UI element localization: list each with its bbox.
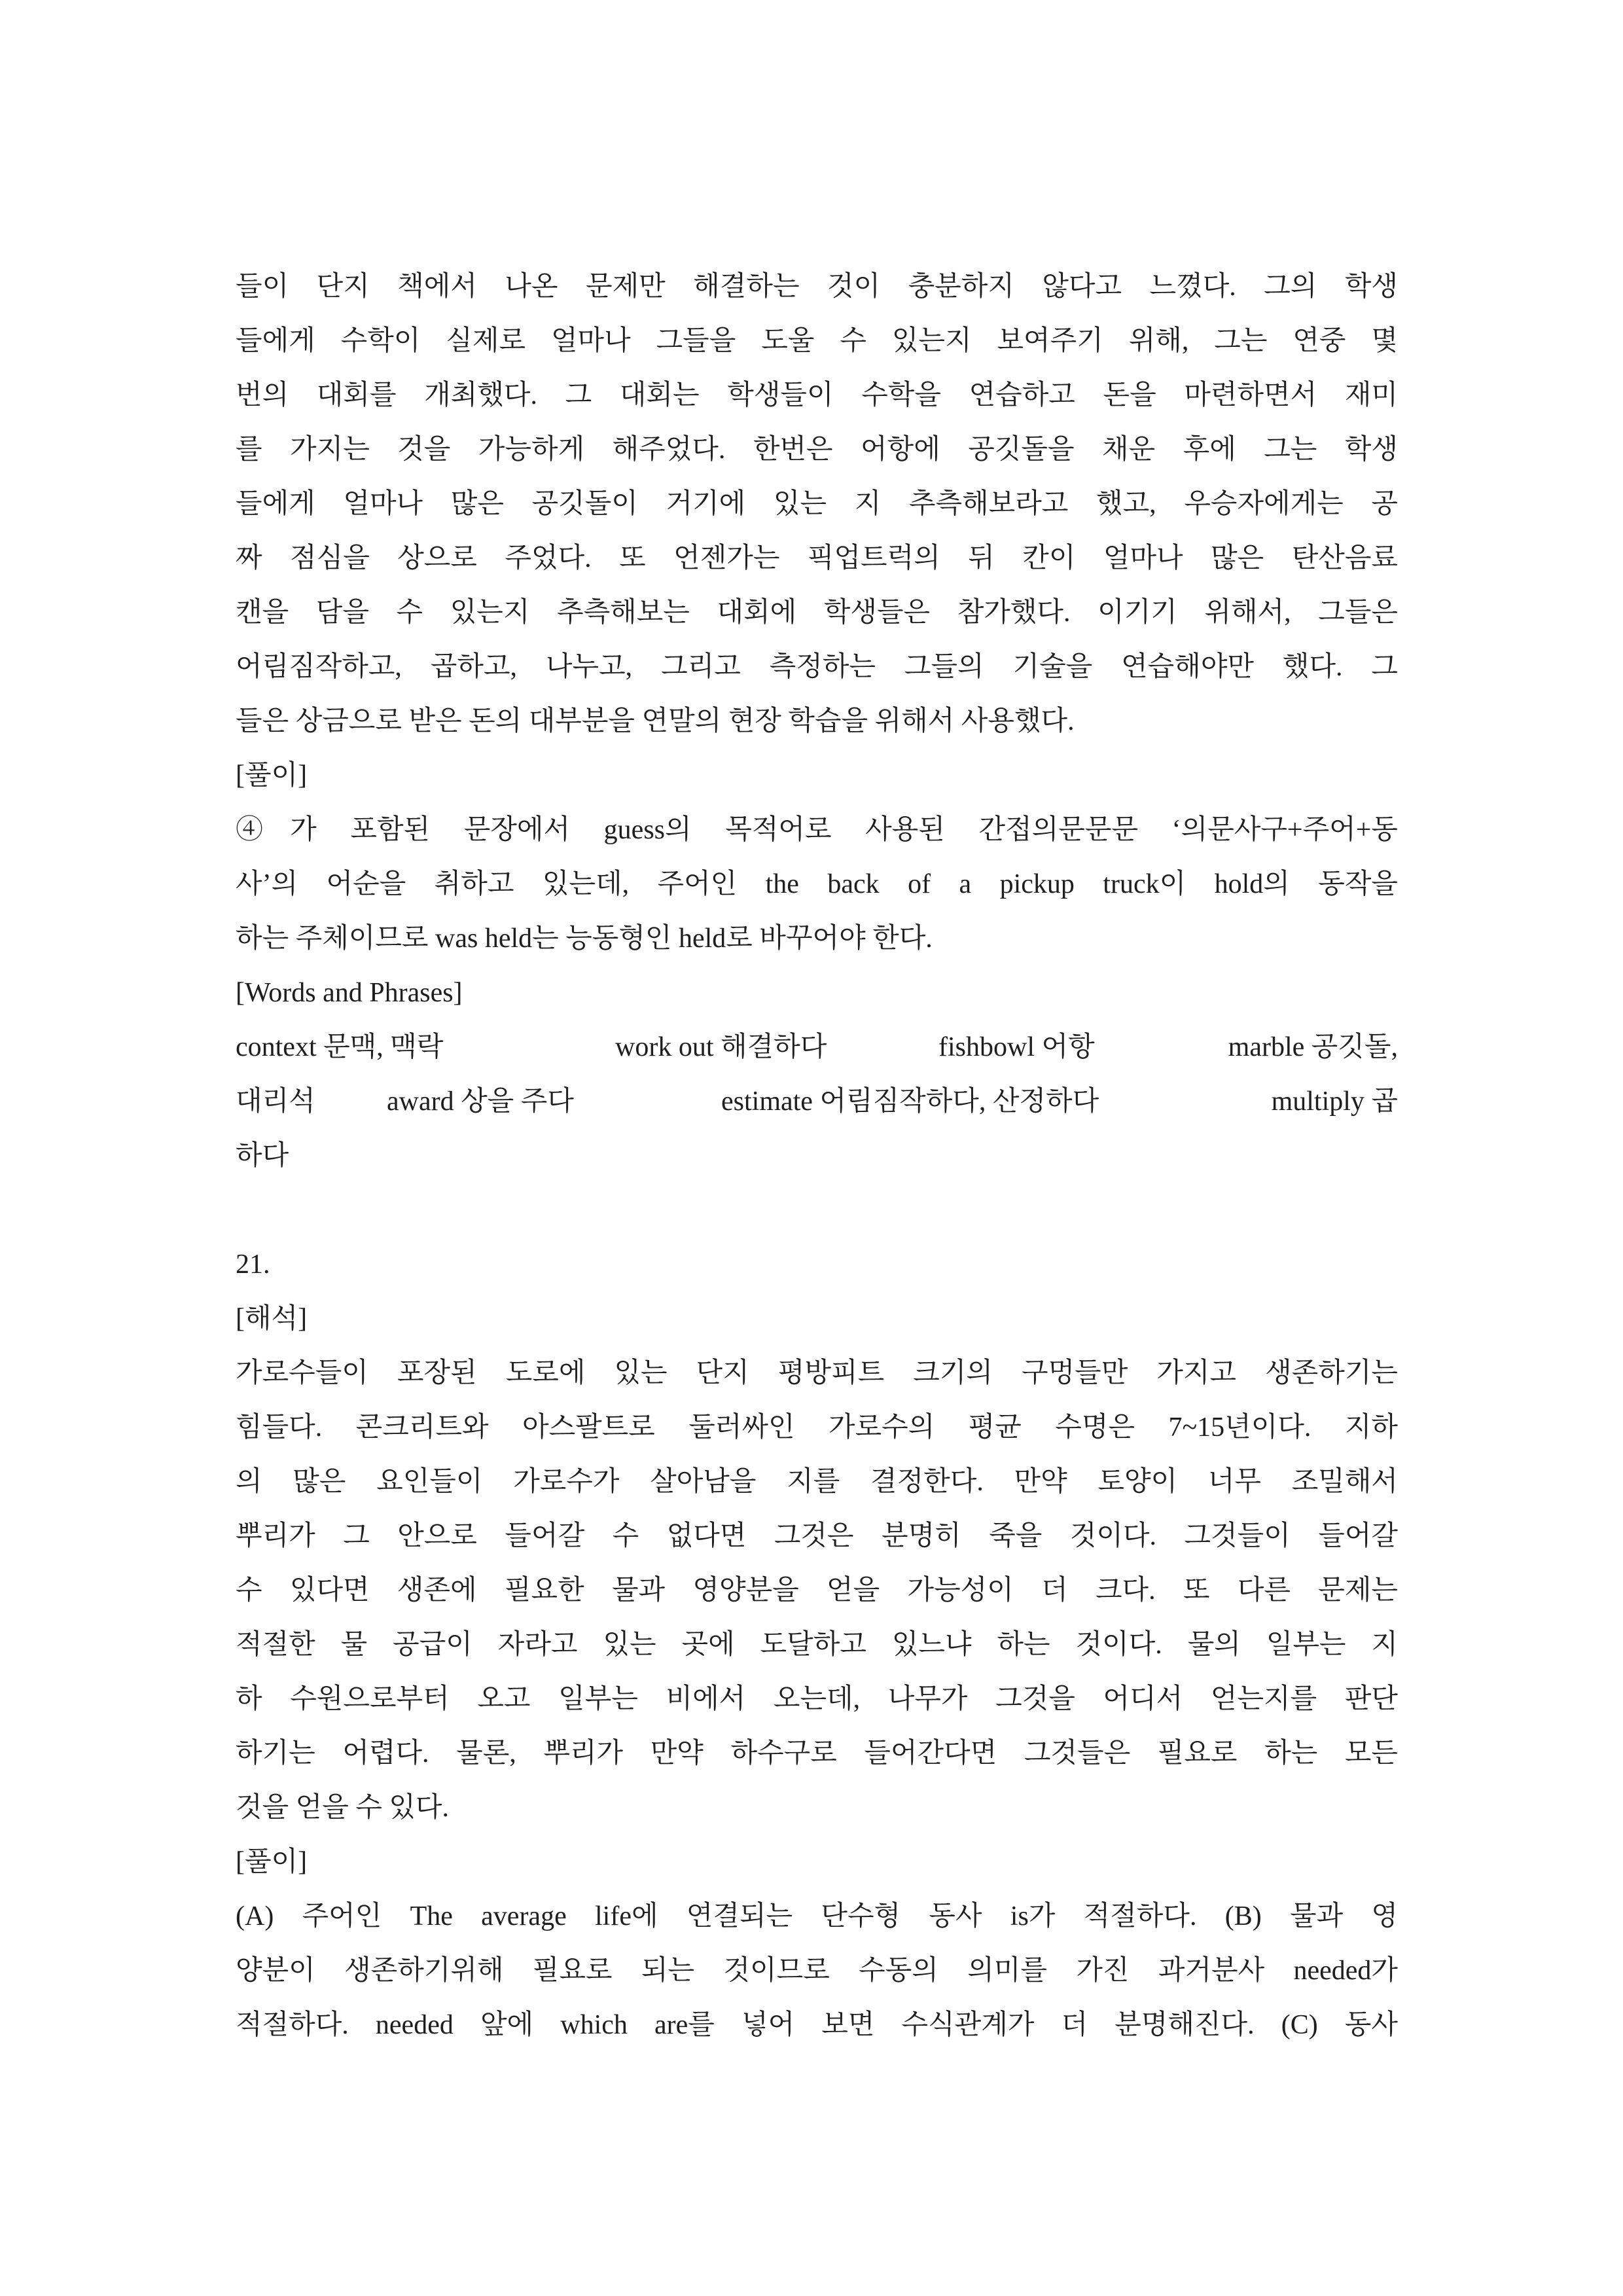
text-line: 들이 단지 책에서 나온 문제만 해결하는 것이 충분하지 않다고 느꼈다. 그의 학생 [236,272,1398,302]
text-line: 양분이 생존하기위해 필요로 되는 것이므로 수동의 의미를 가진 과거분사 needed가 [236,1956,1398,1986]
solution-paragraph [236,1890,1398,2053]
vocab-label: [Words and Phrases] [236,978,463,1008]
text-line: 적절하다. needed 앞에 which are를 넣어 보면 수식관계가 더 분명해진다. (C) 동사 [236,2010,1398,2040]
text-line: 하기는 어렵다. 물론, 뿌리가 만약 하수구로 들어간다면 그것들은 필요로 하는 모든 [236,1738,1398,1768]
vocab-entry: work out 해결하다 [615,1032,827,1062]
vocab-entry: context 문맥, 맥락 [236,1032,444,1062]
text-line: 들에게 수학이 실제로 얼마나 그들을 도울 수 있는지 보여주기 위해, 그는 연중 몇 [236,326,1398,356]
solution-label: [풀이] [236,761,308,791]
vocab-entry: marble 공깃돌, [1228,1032,1398,1062]
text-line: 의 많은 요인들이 가로수가 살아남을 지를 결정한다. 만약 토양이 너무 조밀해서 [236,1467,1398,1497]
text-line: 것을 얻을 수 있다. [236,1793,450,1823]
translation-paragraph [236,1346,1398,1835]
section-2 [236,1238,1398,2053]
text-line: 하는 주체이므로 was held는 능동형인 held로 바꾸어야 한다. [236,924,933,954]
text-line: 하 수원으로부터 오고 일부는 비에서 오는데, 나무가 그것을 어디서 얻는지를 판단 [236,1684,1398,1714]
vocab-line [236,1075,1398,1129]
vocab-entry: 하다 [236,1141,289,1171]
vocab-line [236,1129,1398,1183]
vocab-entry: multiply 곱 [1271,1086,1398,1117]
vocab-entry: 대리석 [236,1086,315,1117]
text-line: 들에게 얼마나 많은 공깃돌이 거기에 있는 지 추측해보라고 했고, 우승자에게는 공 [236,489,1398,519]
translation-paragraph [236,260,1398,749]
text-line: 사’의 어순을 취하고 있는데, 주어인 the back of a pickup truck이 hold의 동작을 [236,869,1398,899]
text-line: 가로수들이 포장된 도로에 있는 단지 평방피트 크기의 구멍들만 가지고 생존하기는 [236,1358,1398,1388]
text-line: 번의 대회를 개최했다. 그 대회는 학생들이 수학을 연습하고 돈을 마련하면서 재미 [236,380,1398,410]
solution-paragraph [236,803,1398,966]
vocab-list [236,1020,1398,1183]
text-line: 수 있다면 생존에 필요한 물과 영양분을 얻을 가능성이 더 크다. 또 다른 문제는 [236,1575,1398,1605]
text-line: 적절한 물 공급이 자라고 있는 곳에 도달하고 있느냐 하는 것이다. 물의 일부는 지 [236,1630,1398,1660]
blank-line [236,1183,1398,1238]
vocab-line [236,1020,1398,1075]
question-number: 21. [236,1249,270,1280]
text-line: 어림짐작하고, 곱하고, 나누고, 그리고 측정하는 그들의 기술을 연습해야만 했다. 그 [236,652,1398,682]
section-1 [236,260,1398,1183]
text-line: 들은 상금으로 받은 돈의 대부분을 연말의 현장 학습을 위해서 사용했다. [236,706,1075,736]
text-line: 캔을 담을 수 있는지 추측해보는 대회에 학생들은 참가했다. 이기기 위해서, 그들은 [236,598,1398,628]
text-line: 힘들다. 콘크리트와 아스팔트로 둘러싸인 가로수의 평균 수명은 7~15년이다. 지하 [236,1412,1398,1443]
text-line: 뿌리가 그 안으로 들어갈 수 없다면 그것은 분명히 죽을 것이다. 그것들이 들어갈 [236,1521,1398,1551]
solution-label: [풀이] [236,1847,308,1877]
text-line: 를 가지는 것을 가능하게 해주었다. 한번은 어항에 공깃돌을 채운 후에 그는 학생 [236,435,1398,465]
text-line: (A) 주어인 The average life에 연결되는 단수형 동사 is가 적절하다. (B) 물과 영 [236,1901,1398,1931]
vocab-entry: award 상을 주다 [387,1086,574,1117]
text-line: ④가 포함된 문장에서 guess의 목적어로 사용된 간접의문문문 ‘의문사구+주어+동 [236,815,1398,845]
text-line: 짜 점심을 상으로 주었다. 또 언젠가는 픽업트럭의 뒤 칸이 얼마나 많은 탄산음료 [236,543,1398,573]
vocab-entry: fishbowl 어항 [938,1032,1095,1062]
translation-label: [해석] [236,1304,308,1334]
vocab-entry: estimate 어림짐작하다, 산정하다 [721,1086,1099,1117]
